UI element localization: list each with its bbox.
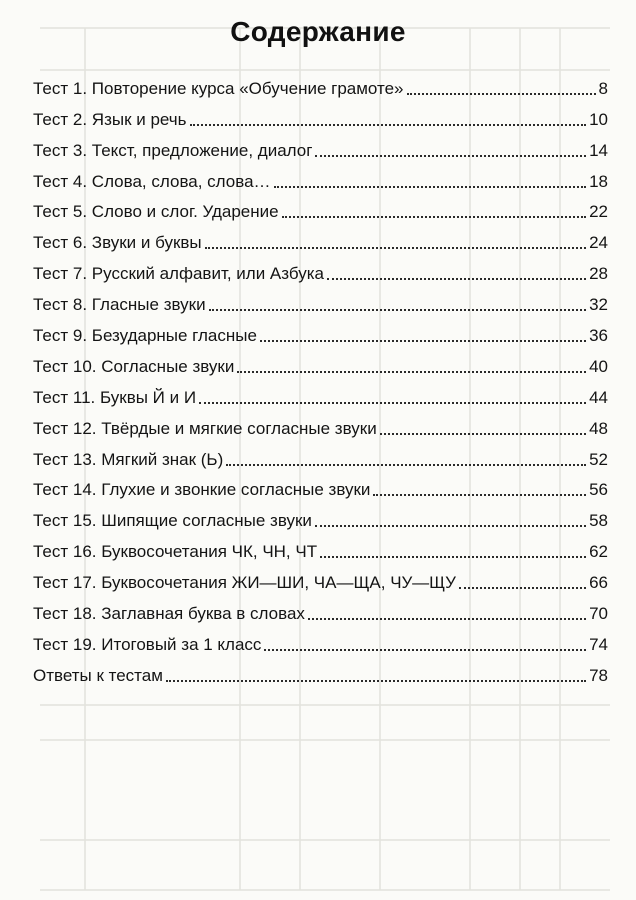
toc-entry: [33, 161, 608, 192]
toc-entry: [33, 408, 608, 439]
toc-entry: [33, 99, 608, 130]
toc-entry-page: 32: [589, 295, 608, 315]
toc-entry-title: Тест 2. Язык и речь: [33, 109, 187, 129]
toc-entry-title: Тест 14. Глухие и звонкие согласные звуки: [33, 480, 371, 500]
toc-entry-page: 78: [589, 665, 608, 685]
toc-entry: [33, 130, 608, 161]
toc-entry: [33, 593, 608, 624]
table-of-contents: [33, 68, 608, 686]
toc-entry-title: Тест 10. Согласные звуки: [33, 356, 235, 376]
toc-entry-title: Тест 18. Заглавная буква в словах: [33, 604, 305, 624]
toc-entry-page: 70: [589, 604, 608, 624]
toc-entry: [33, 346, 608, 377]
dot-leader: [237, 371, 586, 373]
toc-entry-page: 14: [589, 140, 608, 160]
toc-entry-title: Тест 9. Безударные гласные: [33, 326, 257, 346]
toc-entry-page: 10: [589, 109, 608, 129]
dot-leader: [190, 124, 587, 126]
dot-leader: [459, 587, 586, 589]
toc-entry-title: Тест 17. Буквосочетания ЖИ—ШИ, ЧА—ЩА, ЧУ—ЩУ: [33, 573, 456, 593]
toc-entry-page: 44: [589, 387, 608, 407]
toc-entry-title: Тест 4. Слова, слова, слова…: [33, 171, 271, 191]
toc-entry-title: Тест 5. Слово и слог. Ударение: [33, 202, 279, 222]
toc-entry-title: Тест 16. Буквосочетания ЧК, ЧН, ЧТ: [33, 542, 318, 562]
toc-entry-title: Тест 1. Повторение курса «Обучение грамоте»: [33, 78, 404, 98]
dot-leader: [327, 278, 586, 280]
dot-leader: [308, 618, 586, 620]
toc-entry-title: Тест 13. Мягкий знак (Ь): [33, 449, 224, 469]
toc-entry-title: Тест 6. Звуки и буквы: [33, 233, 202, 253]
dot-leader: [260, 340, 586, 342]
toc-entry-page: 22: [589, 202, 608, 222]
toc-entry-page: 74: [589, 634, 608, 654]
toc-entry-title: Тест 19. Итоговый за 1 класс: [33, 634, 262, 654]
dot-leader: [205, 247, 586, 249]
toc-entry: [33, 624, 608, 655]
toc-entry-page: 48: [589, 418, 608, 438]
dot-leader: [274, 186, 587, 188]
toc-entry-page: 36: [589, 326, 608, 346]
toc-entry-title: Тест 15. Шипящие согласные звуки: [33, 511, 312, 531]
toc-entry-title: Тест 8. Гласные звуки: [33, 295, 206, 315]
toc-entry-title: Ответы к тестам: [33, 665, 163, 685]
toc-entry: [33, 470, 608, 501]
toc-entry: [33, 500, 608, 531]
dot-leader: [315, 155, 586, 157]
toc-entry-page: 66: [589, 573, 608, 593]
toc-entry-page: 52: [589, 449, 608, 469]
toc-entry-page: 18: [589, 171, 608, 191]
toc-entry-title: Тест 12. Твёрдые и мягкие согласные звуки: [33, 418, 377, 438]
dot-leader: [166, 680, 586, 682]
page-title: Содержание: [230, 16, 406, 47]
dot-leader: [380, 433, 586, 435]
toc-entry-page: 56: [589, 480, 608, 500]
toc-entry: [33, 192, 608, 223]
dot-leader: [282, 216, 586, 218]
toc-entry-title: Тест 3. Текст, предложение, диалог: [33, 140, 313, 160]
toc-entry: [33, 284, 608, 315]
toc-entry: [33, 531, 608, 562]
toc-entry: [33, 315, 608, 346]
toc-entry: [33, 68, 608, 99]
toc-entry-page: 8: [598, 78, 608, 98]
toc-entry-title: Тест 7. Русский алфавит, или Азбука: [33, 264, 324, 284]
toc-entry: [33, 655, 608, 686]
dot-leader: [407, 93, 596, 95]
toc-entry: [33, 562, 608, 593]
toc-entry-page: 62: [589, 542, 608, 562]
dot-leader: [226, 464, 586, 466]
toc-entry-page: 40: [589, 356, 608, 376]
toc-entry-page: 28: [589, 264, 608, 284]
toc-entry: [33, 253, 608, 284]
dot-leader: [199, 402, 586, 404]
dot-leader: [209, 309, 586, 311]
toc-entry: [33, 439, 608, 470]
dot-leader: [373, 494, 586, 496]
dot-leader: [264, 649, 586, 651]
toc-entry-page: 24: [589, 233, 608, 253]
dot-leader: [320, 556, 586, 558]
dot-leader: [315, 525, 586, 527]
toc-entry-page: 58: [589, 511, 608, 531]
toc-entry-title: Тест 11. Буквы Й и И: [33, 387, 197, 407]
toc-entry: [33, 377, 608, 408]
toc-entry: [33, 222, 608, 253]
